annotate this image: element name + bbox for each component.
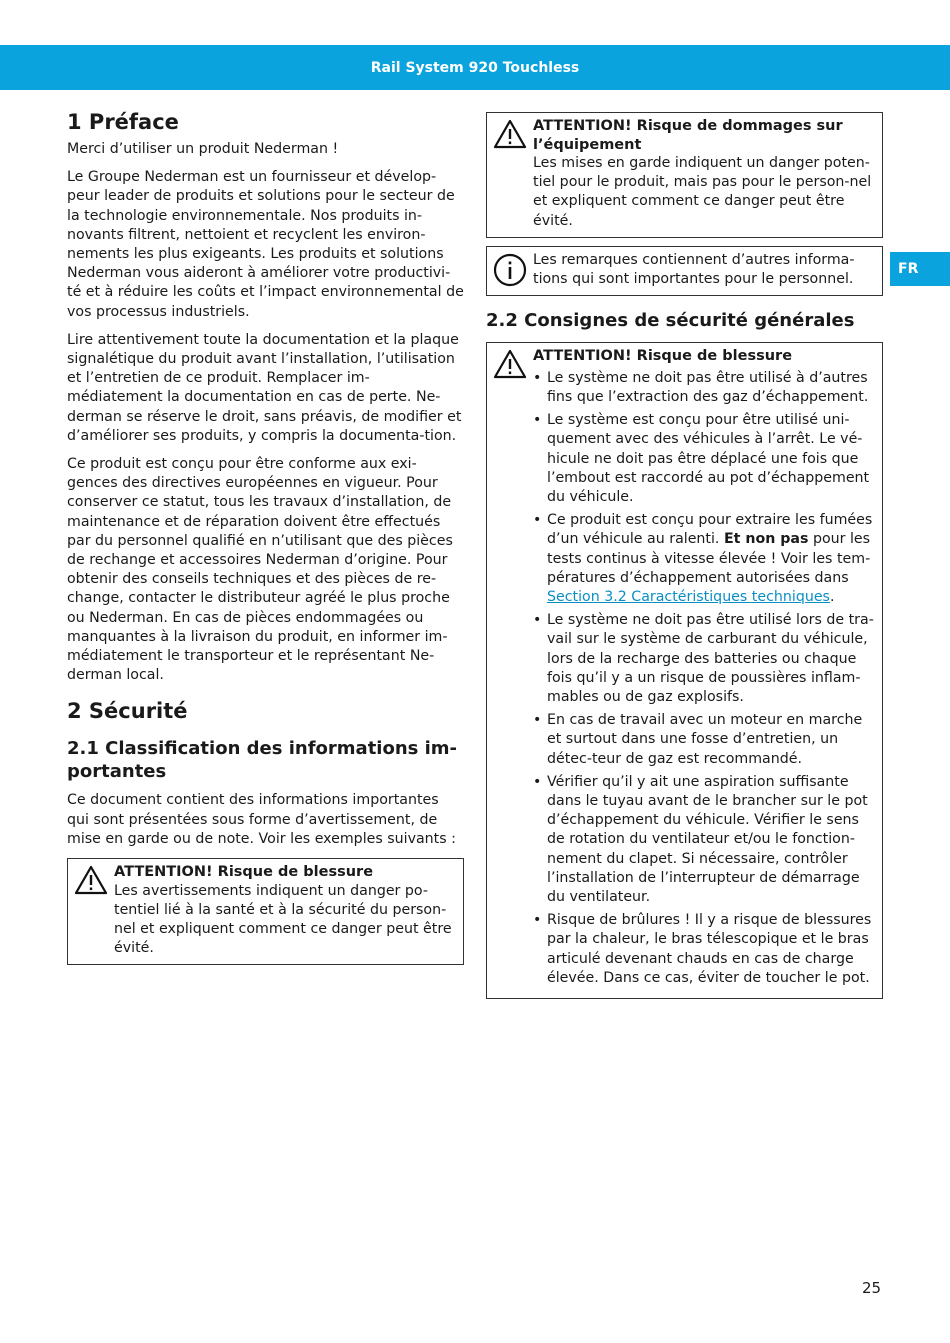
warning-text: Les avertissements indiquent un danger po-tentiel lié à la santé et à la sécurité du person-nel et expliquent comment ce danger peut être évité. bbox=[114, 882, 452, 957]
info-circle-icon bbox=[493, 251, 533, 289]
safety-list bbox=[533, 369, 876, 988]
list-item-text: . bbox=[829, 588, 835, 605]
list-item-bold: Et non pas bbox=[723, 531, 809, 548]
page-number: 25 bbox=[862, 1279, 882, 1297]
classification-heading: 2.1 Classification des informations im-portantes bbox=[67, 738, 458, 783]
list-item: • Le système ne doit pas être utilisé à d’autres fins que l’extraction des gaz d’échappement. bbox=[533, 369, 876, 407]
warning-notice bbox=[67, 858, 464, 965]
list-item-text: Ce produit est conçu pour extraire les fumées d’un véhicule au ralenti. bbox=[547, 512, 873, 548]
list-item bbox=[533, 511, 876, 607]
language-label: FR bbox=[898, 261, 919, 277]
note-notice bbox=[486, 246, 883, 296]
list-item-text: pour les tests continus à vitesse élevée ! Voir les tem-pératures d’échappement autorisées dans bbox=[547, 531, 871, 586]
preface-paragraph: Ce produit est conçu pour être conforme aux exi-gences des directives européennes en vigueur. Pour conserver ce statut, tous les travaux d’installation, de maintenance et de réparation doivent être effectués par du personnel qualifié en n’utilisant que des pièces de rechange et accessoires Nederman d’origine. Pour obtenir des conseils techniques et des pièces de re-change, contacter le distributeur agréé le plus proche ou Nederman. En cas de pièces endommagées ou manquantes à la livraison du produit, en informer im-médiatement le transporteur et le représentant Ne-derman local. bbox=[67, 456, 453, 684]
note-text: Les remarques contiennent d’autres informa-tions qui sont importantes pour le personnel. bbox=[533, 251, 855, 288]
security-heading: 2 Sécurité bbox=[67, 699, 188, 724]
list-item: • Le système est conçu pour être utilisé uni-quement avec des véhicules à l’arrêt. Le vé-hicule ne doit pas être déplacé une fois que l’embout est raccordé au pot d’échappement du véhicule. bbox=[533, 411, 876, 507]
right-column bbox=[486, 112, 883, 999]
warning-triangle-icon bbox=[493, 117, 533, 231]
list-item: • En cas de travail avec un moteur en marche et surtout dans une fosse d’entretien, un détec-teur de gaz est recommandé. bbox=[533, 711, 876, 769]
preface-paragraph: Lire attentivement toute la documentation et la plaque signalétique du produit avant l’installation, l’utilisation et l’entretien de ce produit. Remplacer im-médiatement la documentation en cas de perte. Ne-derman se réserve le droit, sans préavis, de modifier et d’améliorer ses produits, y compris la documenta-tion. bbox=[67, 331, 462, 444]
header-bar bbox=[0, 45, 950, 90]
caution-text: Les mises en garde indiquent un danger poten-tiel pour le produit, mais pas pour le person-nel et expliquent comment ce danger peut être évité. bbox=[533, 155, 872, 229]
warning-title: ATTENTION! Risque de blessure bbox=[114, 864, 374, 881]
general-safety-notice bbox=[486, 342, 883, 999]
technical-specs-link[interactable]: Section 3.2 Caractéristiques techniques bbox=[547, 588, 830, 605]
caution-notice bbox=[486, 112, 883, 238]
general-safety-heading: 2.2 Consignes de sécurité générales bbox=[486, 310, 855, 332]
classification-intro: Ce document contient des informations importantes qui sont présentées sous forme d’avertissement, de mise en garde ou de note. Voir les exemples suivants : bbox=[67, 792, 456, 847]
list-item: • Vérifier qu’il y ait une aspiration suffisante dans le tuyau avant de le brancher sur le pot d’échappement du véhicule. Vérifier le sens de rotation du ventilateur et/ou le fonction-nement du clapet. Si nécessaire, contrôler l’installation de l’interrupteur de démarrage du ventilateur. bbox=[533, 773, 876, 907]
caution-title: ATTENTION! Risque de dommages sur l’équipement bbox=[533, 118, 843, 153]
warning-triangle-icon bbox=[493, 347, 533, 992]
preface-paragraph: Le Groupe Nederman est un fournisseur et dévelop-peur leader de produits et solutions pour le secteur de la technologie environnementale. Nos produits in-novants filtrent, nettoient et recyclent les environ-nements les plus exigeants. Les produits et solutions Nederman vous aideront à améliorer votre productivi-té et à réduire les coûts et l’impact environnemental de vos processus industriels. bbox=[67, 169, 464, 320]
list-item: • Risque de brûlures ! Il y a risque de blessures par la chaleur, le bras télescopique et le bras articulé devenant chauds en cas de charge élevée. Dans ce cas, éviter de toucher le pot. bbox=[533, 911, 876, 988]
language-tab[interactable] bbox=[890, 252, 950, 286]
warning-triangle-icon bbox=[74, 863, 114, 958]
general-safety-title: ATTENTION! Risque de blessure bbox=[533, 348, 793, 365]
preface-paragraph: Merci d’utiliser un produit Nederman ! bbox=[67, 141, 339, 157]
list-item: • Le système ne doit pas être utilisé lors de tra-vail sur le système de carburant du véhicule, lors de la recharge des batteries ou chaque fois qu’il y a un risque de poussières inflam-mables ou de gaz explosifs. bbox=[533, 611, 876, 707]
left-column bbox=[67, 108, 464, 965]
document-title: Rail System 920 Touchless bbox=[370, 59, 580, 76]
preface-heading: 1 Préface bbox=[67, 110, 179, 134]
